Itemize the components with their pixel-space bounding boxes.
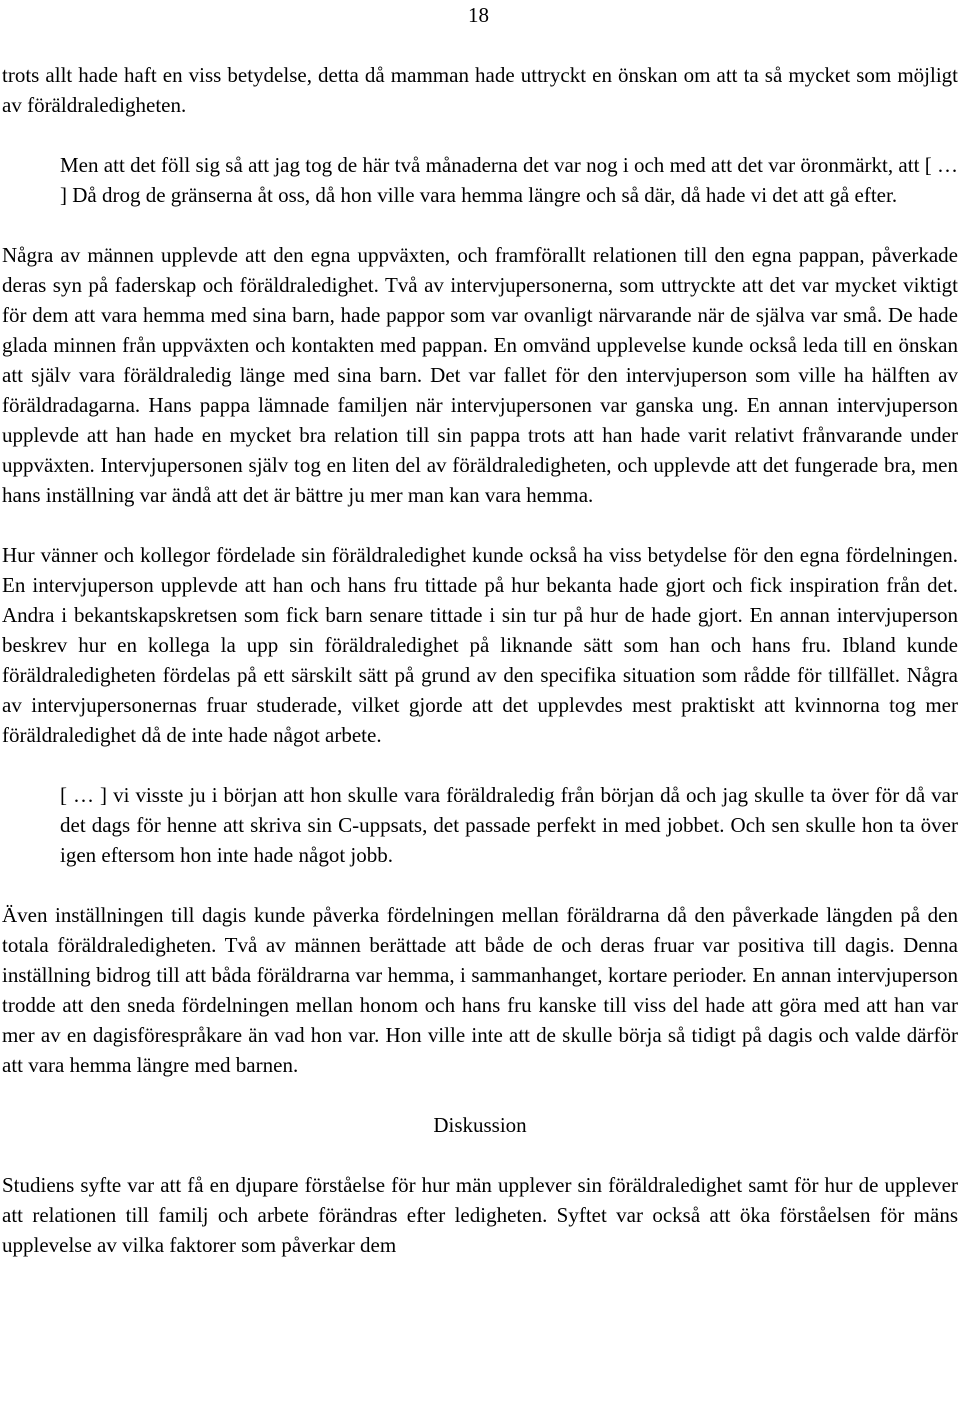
- section-heading-diskussion: Diskussion: [433, 1113, 527, 1137]
- paragraph-upbringing: Några av männen upplevde att den egna uppväxten, och framförallt relationen till den egna pappan, påverkade deras syn på faderskap och föräldraledighet. Två av intervjupersonerna, som uttryckte att det var mycket viktigt för dem att vara hemma med sina barn, hade pappor som var ovanligt närvarande när de själva var små. De hade glada minnen från uppväxten och kontakten med pappan. En omvänd upplevelse kunde också leda till en önskan att själv vara föräldraledig länge med sina barn. Det var fallet för den intervjuperson som ville ha hälften av föräldradagarna. Hans pappa lämnade familjen när intervjupersonen var ganska ung. En annan intervjuperson upplevde att han hade en mycket bra relation till sin pappa trots att han hade varit relativt frånvarande under uppväxten. Intervjupersonen själv tog en liten del av föräldraledigheten, och upplevde att det fungerade bra, men hans inställning var ändå att det är bättre ju mer man kan vara hemma.: [2, 243, 958, 507]
- paragraph-daycare: Även inställningen till dagis kunde påverka fördelningen mellan föräldrarna då den påverkade längden på den totala föräldraledigheten. Två av männen berättade att både de och deras fruar var positiva till dagis. Denna inställning bidrog till att båda föräldrarna var hemma, i sammanhanget, kortare perioder. En annan intervjuperson trodde att den sneda fördelningen mellan honom och hans fru kanske till viss del hade att göra med att han var mer av en dagisförespråkare än vad hon var. Hon ville inte att de skulle börja så tidigt på dagis och valde därför att vara hemma längre med barnen.: [2, 903, 958, 1077]
- paragraph-friends-colleagues: Hur vänner och kollegor fördelade sin föräldraledighet kunde också ha viss betydelse för den egna fördelningen. En intervjuperson upplevde att han och hans fru tittade på hur bekanta hade gjort och fick inspiration från det. Andra i bekantskapskretsen som fick barn senare tittade i sin tur på hur de hade gjort. En annan intervjuperson beskrev hur en kollega la upp sin föräldraledighet på liknande sätt som han och hans fru. Ibland kunde föräldraledigheten fördelas på ett särskilt sätt på grund av den specifika situation som rådde för tillfället. Några av intervjupersonernas fruar studerade, vilket gjorde att det upplevdes mest praktiskt att kvinnorna tog mer föräldraledighet då de inte hade något arbete.: [2, 543, 958, 747]
- page-number: 18: [468, 3, 489, 27]
- paragraph-continued: trots allt hade haft en viss betydelse, detta då mamman hade uttryckt en önskan om att ta så mycket som möjligt av föräldraledigheten.: [2, 63, 958, 117]
- interview-quote-2: [ … ] vi visste ju i början att hon skulle vara föräldraledig från början då och jag skulle ta över för då var det dags för henne att skriva sin C-uppsats, det passade perfekt in med jobbet. Och sen skulle hon ta över igen eftersom hon inte hade något jobb.: [60, 783, 958, 867]
- paragraph-discussion: Studiens syfte var att få en djupare förståelse för hur män upplever sin föräldraledighet samt för hur de upplever att relationen till familj och arbete förändras efter ledigheten. Syftet var också att öka förståelsen för mäns upplevelse av vilka faktorer som påverkar dem: [2, 1173, 958, 1257]
- interview-quote-1: Men att det föll sig så att jag tog de här två månaderna det var nog i och med att det var öronmärkt, att [ … ] Då drog de gränserna åt oss, då hon ville vara hemma längre och så där, då hade vi det att gå efter.: [60, 153, 958, 207]
- document-body: [2, 60, 958, 1290]
